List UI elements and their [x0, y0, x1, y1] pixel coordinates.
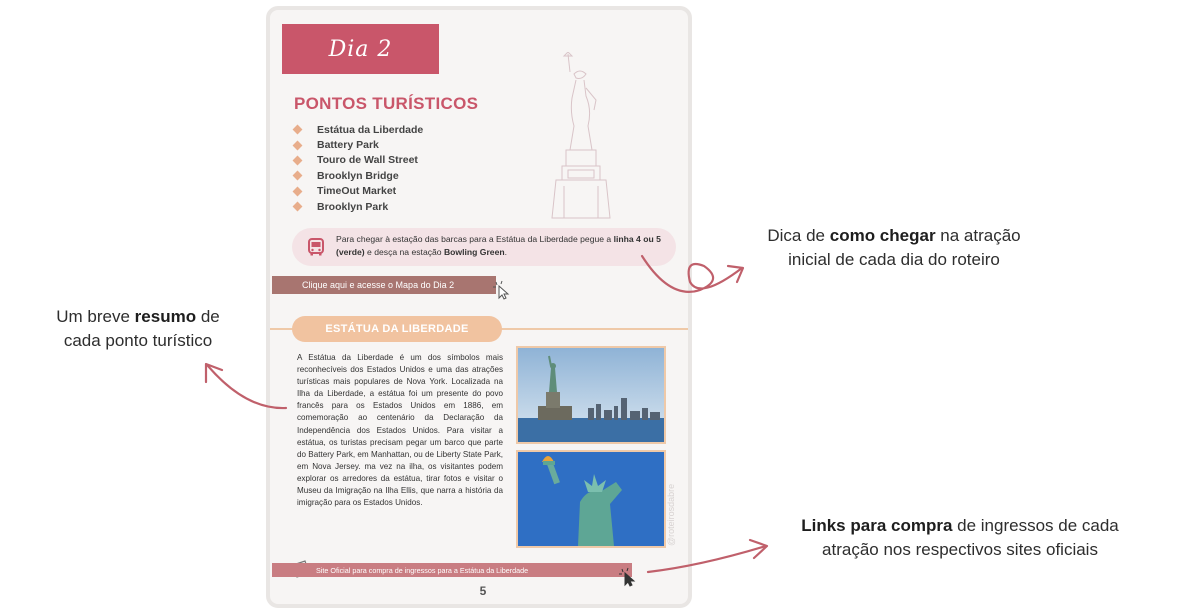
- guide-page: [266, 6, 692, 608]
- page-number: 5: [479, 584, 487, 598]
- tip-box: [292, 228, 676, 266]
- list-item: [288, 153, 423, 168]
- arrowhead-icon: [206, 364, 222, 382]
- attraction-description: A Estátua da Liberdade é um dos símbolos mais reconhecíveis dos Estados Unidos e uma das atrações turísticas mais populares de Nova York. Localizada na Ilha da Liberdade, a estátua foi um presente do povo francês para os Estados Unidos em 1886, em comemoração ao centenário da Declaração da Independência dos Estados Unidos. Para visitar a estátua, os turistas precisam pegar um barco que parte do Battery Park, em Manhattan, ou de Liberty State Park, em Nova Jersey. ma vez na ilha, os visitantes podem explorar os arredores da estátua, tirar fotos e visitar o Museu da Imigração na Ilha Ellis, que narra a história da imigração para os Estados Unidos.: [297, 353, 503, 508]
- tip-text: Para chegar à estação das barcas para a Estátua da Liberdade pegue a linha 4 ou 5 (verde) e desça na estação Bowling Green.: [336, 234, 661, 257]
- annotation-links: Links para compra de ingressos de cada atração nos respectivos sites oficiais: [801, 516, 1119, 559]
- statue-closeup-photo: [516, 450, 666, 548]
- diamond-bullet-icon: [293, 202, 303, 212]
- watermark: @roteirosdabre: [666, 483, 676, 546]
- list-item: [288, 184, 423, 199]
- statue-sketch-illustration: [546, 52, 616, 222]
- point-label: Brooklyn Bridge: [317, 169, 399, 182]
- bus-icon: [306, 237, 326, 257]
- tickets-link-button[interactable]: Site Oficial para compra de ingressos para a Estátua da Liberdade: [272, 563, 632, 577]
- section-title: PONTOS TURÍSTICOS: [294, 94, 479, 113]
- diamond-bullet-icon: [293, 156, 303, 166]
- point-label: Battery Park: [317, 139, 379, 152]
- diamond-bullet-icon: [293, 186, 303, 196]
- attraction-title: ESTÁTUA DA LIBERDADE: [292, 316, 502, 342]
- point-label: Brooklyn Park: [317, 200, 389, 213]
- list-item: [288, 199, 423, 214]
- annotation-how-to-get: Dica de como chegar na atração inicial de cada dia do roteiro: [767, 226, 1021, 269]
- annotation-summary: Um breve resumo de cada ponto turístico: [56, 307, 220, 350]
- diamond-bullet-icon: [293, 125, 303, 135]
- diamond-bullet-icon: [293, 171, 303, 181]
- list-item: [288, 122, 423, 137]
- day-banner: Dia 2: [282, 24, 439, 74]
- point-label: TimeOut Market: [317, 185, 397, 198]
- point-label: Touro de Wall Street: [317, 154, 418, 167]
- statue-skyline-photo: [516, 346, 666, 444]
- point-label: Estátua da Liberdade: [317, 123, 424, 136]
- list-item: [288, 137, 423, 152]
- points-list: [288, 122, 423, 214]
- list-item: [288, 168, 423, 183]
- map-link-button[interactable]: Clique aqui e acesse o Mapa do Dia 2: [272, 276, 496, 294]
- diamond-bullet-icon: [293, 140, 303, 150]
- cursor-click-icon: [492, 280, 512, 300]
